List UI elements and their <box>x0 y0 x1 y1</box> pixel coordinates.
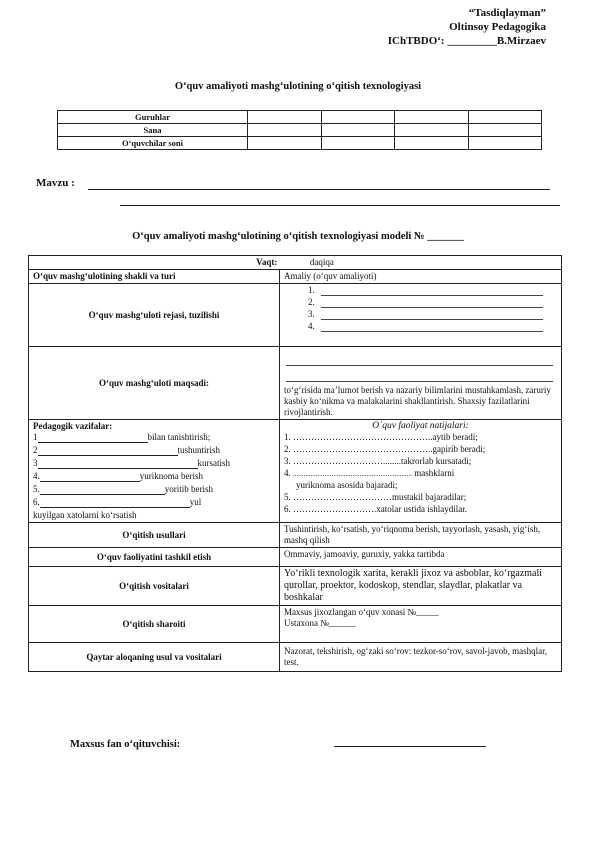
info-row-date <box>58 124 542 137</box>
plan-item-number: 1. <box>308 285 315 295</box>
approval-block <box>316 6 546 48</box>
plan-cell <box>280 284 562 347</box>
teacher-signature-line[interactable] <box>334 746 486 747</box>
methods-value: Tushintirish, ko‘rsatish, yo‘riqnoma berish, tayyorlash, yasash, yig‘ish, mashq qilish <box>280 523 562 548</box>
task-blank[interactable] <box>38 459 198 469</box>
goal-cell <box>280 347 562 420</box>
info-table <box>57 110 542 150</box>
topic-label: Mavzu : <box>36 177 75 189</box>
info-label-groups: Guruhlar <box>58 111 248 124</box>
goal-row <box>29 347 562 420</box>
result-item: 4. .................................................................... mashklarni <box>284 468 455 478</box>
time-unit: daqiqa <box>309 257 334 267</box>
teacher-label: Maxsus fan o‘qituvchisi: <box>70 739 181 750</box>
tools-label: O‘qitish vositalari <box>29 567 280 606</box>
organization-label: O‘quv faoliyatini tashkil etish <box>29 548 280 567</box>
task-item: 1 bilan tanishtirish; <box>33 432 211 442</box>
plan-label: O‘quv mashg‘uloti rejasi, tuzilishi <box>29 284 280 347</box>
info-cell[interactable] <box>248 111 322 124</box>
feedback-label: Qaytar aloqaning usul va vositalari <box>29 643 280 672</box>
tasks-tail: kuyilgan xatolarni ko‘rsatish <box>33 510 137 520</box>
topic-field-line[interactable] <box>120 205 560 206</box>
form-value: Amaliy (o‘quv amaliyoti) <box>280 270 562 284</box>
info-cell[interactable] <box>321 137 395 150</box>
conditions-label: O‘qitish sharoiti <box>29 606 280 643</box>
goal-blank-line[interactable] <box>286 369 553 382</box>
plan-item-number: 3. <box>308 309 315 319</box>
plan-item[interactable] <box>308 309 557 321</box>
info-row-groups <box>58 111 542 124</box>
time-row <box>29 256 562 270</box>
result-item: 6. ……………………….xatolar ustida ishlaydilar. <box>284 504 467 514</box>
goal-label: O‘quv mashg‘uloti maqsadi: <box>29 347 280 420</box>
info-cell[interactable] <box>248 124 322 137</box>
conditions-row <box>29 606 562 643</box>
model-table <box>28 255 562 672</box>
time-label: Vaqt: <box>256 257 278 267</box>
plan-item-number: 4. <box>308 321 315 331</box>
info-cell[interactable] <box>248 137 322 150</box>
info-cell[interactable] <box>321 111 395 124</box>
info-cell[interactable] <box>395 124 469 137</box>
info-cell[interactable] <box>395 111 469 124</box>
info-label-date: Sana <box>58 124 248 137</box>
organization-row <box>29 548 562 567</box>
info-cell[interactable] <box>395 137 469 150</box>
approval-signatory: IChTBDO‘: _________B.Mirzaev <box>387 35 546 47</box>
topic-field-line[interactable] <box>88 189 550 190</box>
tasks-label: Pedagogik vazifalar: <box>33 421 113 431</box>
model-title: O‘quv amaliyoti mashg‘ulotining o‘qitish texnologiyasi modeli № _______ <box>132 231 464 242</box>
goal-blank-line[interactable] <box>286 353 553 366</box>
methods-row <box>29 523 562 548</box>
info-cell[interactable] <box>321 124 395 137</box>
plan-item-number: 2. <box>308 297 315 307</box>
result-item: 5. ……………………………mustakil bajaradilar; <box>284 492 467 502</box>
info-cell[interactable] <box>468 137 542 150</box>
task-item: 2 tushuntirish <box>33 445 221 455</box>
result-item-tail: yuriknoma asosida bajaradi; <box>296 480 398 490</box>
task-blank[interactable] <box>40 472 140 482</box>
form-row <box>29 270 562 284</box>
result-item: 1. ………………………………………..aytib beradi; <box>284 432 478 442</box>
info-cell[interactable] <box>468 124 542 137</box>
plan-item-line <box>321 310 543 320</box>
task-item: 5. yoritib berish <box>33 484 213 494</box>
plan-item-line <box>321 322 543 332</box>
conditions-cell <box>280 606 562 643</box>
methods-label: O‘qitish usullari <box>29 523 280 548</box>
time-cell <box>29 256 562 270</box>
plan-item-line <box>321 286 543 296</box>
conditions-workshop: Ustaxona №______ <box>284 618 356 628</box>
plan-item-line <box>321 298 543 308</box>
tools-value: Yo‘rikli texnologik xarita, kerakli jixoz va asboblar, ko‘rgazmali qurollar, proektor, kodoskop, stendlar, slaydlar, plakatlar va boshkalar <box>280 567 562 606</box>
info-cell[interactable] <box>468 111 542 124</box>
results-cell <box>280 420 562 523</box>
tasks-results-row <box>29 420 562 523</box>
plan-item[interactable] <box>308 285 557 297</box>
plan-item[interactable] <box>308 321 557 333</box>
form-label: O‘quv mashg‘ulotining shakli va turi <box>29 270 280 284</box>
task-blank[interactable] <box>40 498 190 508</box>
tasks-cell <box>29 420 280 523</box>
plan-item[interactable] <box>308 297 557 309</box>
info-label-students: O‘quvchilar soni <box>58 137 248 150</box>
feedback-row <box>29 643 562 672</box>
task-item: 3 kursatish <box>33 458 230 468</box>
task-blank[interactable] <box>38 446 178 456</box>
document-title: O‘quv amaliyoti mashg‘ulotining o‘qitish texnologiyasi <box>174 81 422 92</box>
task-blank[interactable] <box>40 485 165 495</box>
result-item: 2. ………………………………………..gapirib beradi; <box>284 444 486 454</box>
plan-row <box>29 284 562 347</box>
result-item: 3. …………………………........takrorlab kursatadi; <box>284 456 472 466</box>
results-label: O´quv faoliyat natijalari: <box>372 421 469 431</box>
feedback-value: Nazorat, tekshirish, og‘zaki so‘rov: tezkor-so‘rov, savol-javob, mashqlar, test. <box>280 643 562 672</box>
task-item: 6. yul <box>33 497 202 507</box>
approval-organization: Oltinsoy Pedagogika <box>449 21 546 33</box>
task-item: 4. yuriknoma berish <box>33 471 203 481</box>
approval-title: “Tasdiqlayman” <box>468 7 546 19</box>
info-row-students <box>58 137 542 150</box>
organization-value: Ommaviy, jamoaviy, guruxiy, yakka tartibda <box>280 548 562 567</box>
goal-text: to‘g‘risida ma’lumot berish va nazariy bilimlarini mustahkamlash, zaruriy kasbiy ko‘nikma va malakalarini shakllantirish. Shaxsiy fazilatlarini rivojlantirish. <box>284 385 551 417</box>
plan-list <box>284 285 557 333</box>
conditions-room: Maxsus jixozlangan o‘quv xonasi №_____ <box>284 607 439 617</box>
tools-row <box>29 567 562 606</box>
task-blank[interactable] <box>38 433 148 443</box>
